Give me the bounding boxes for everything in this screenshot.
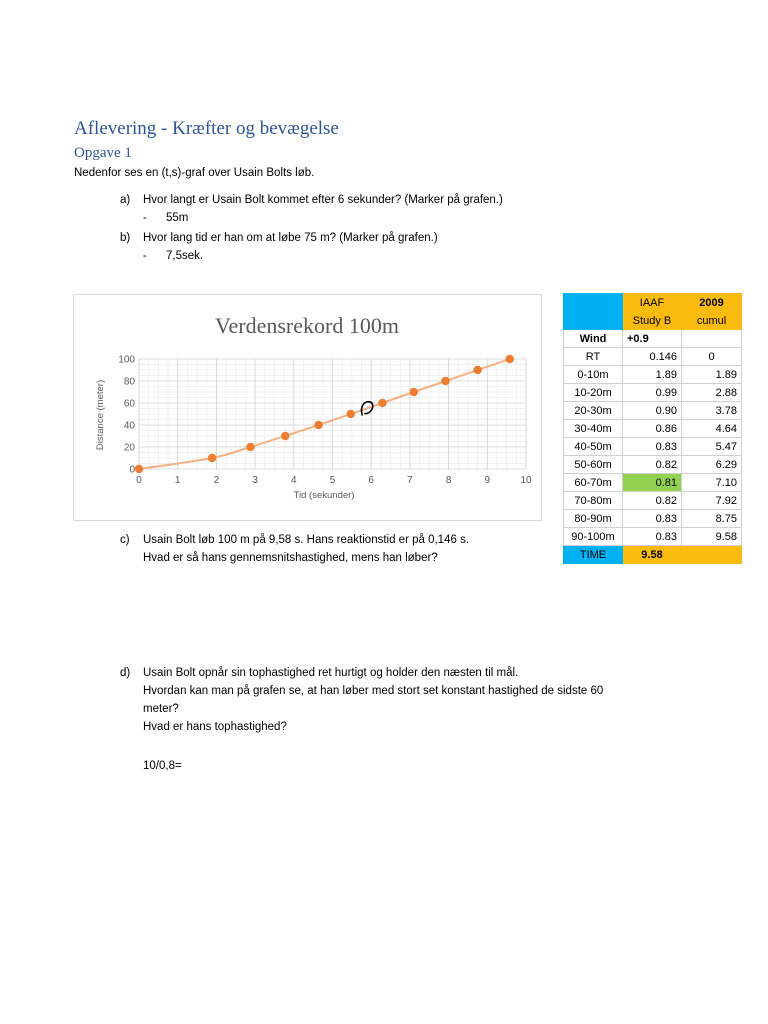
question-b-text: Hvor lang tid er han om at løbe 75 m? (Marker på grafen.) [143, 232, 438, 244]
answer-d: 10/0,8= [143, 760, 182, 772]
data-point [473, 366, 481, 374]
x-tick-label: 10 [520, 475, 532, 486]
header-cell: cumul [682, 312, 742, 330]
y-tick-label: 80 [123, 376, 135, 388]
data-point [441, 377, 449, 385]
split-label: Wind [564, 330, 623, 348]
question-d-line-3: meter? [143, 703, 179, 715]
split-label: 30-40m [564, 420, 623, 438]
section-heading: Opgave 1 [74, 145, 132, 161]
chart-title: Verdensrekord 100m [215, 313, 399, 338]
answer-b-dash: - [143, 250, 147, 262]
question-b-label: b) [120, 232, 131, 244]
data-point [410, 388, 418, 396]
total-empty [682, 546, 742, 564]
total-value: 9.58 [623, 546, 682, 564]
answer-a-dash: - [143, 212, 147, 224]
y-tick-label: 100 [118, 354, 135, 366]
split-label: 40-50m [564, 438, 623, 456]
data-point [281, 432, 289, 440]
header-cell [564, 294, 623, 312]
table-header-row [564, 312, 742, 330]
table-row [564, 456, 742, 474]
table-row [564, 510, 742, 528]
split-value: 4.64 [682, 420, 742, 438]
table-row [564, 384, 742, 402]
y-tick-label: 60 [123, 398, 135, 410]
split-value: 1.89 [682, 366, 742, 384]
question-c-line-1: Usain Bolt løb 100 m på 9,58 s. Hans reaktionstid er på 0,146 s. [143, 534, 470, 546]
table-header-row [564, 294, 742, 312]
question-c-label: c) [120, 534, 130, 546]
answer-b: 7,5sek. [166, 250, 204, 262]
split-value: 5.47 [682, 438, 742, 456]
table-row [564, 348, 742, 366]
split-value: 8.75 [682, 510, 742, 528]
split-value: 2.88 [682, 384, 742, 402]
split-value: 0.83 [623, 528, 682, 546]
table-row [564, 402, 742, 420]
split-value: 3.78 [682, 402, 742, 420]
split-value: 0.90 [623, 402, 682, 420]
table-total-row [564, 546, 742, 564]
split-value: +0.9 [623, 330, 682, 348]
splits-table [563, 293, 742, 564]
split-label: 20-30m [564, 402, 623, 420]
data-point [246, 443, 254, 451]
split-value: 0.82 [623, 456, 682, 474]
question-a-text: Hvor langt er Usain Bolt kommet efter 6 sekunder? (Marker på grafen.) [143, 194, 503, 206]
split-value: 0.146 [623, 348, 682, 366]
x-tick-label: 0 [136, 475, 142, 486]
split-value: 0.82 [623, 492, 682, 510]
x-axis-label: Tid (sekunder) [293, 490, 355, 501]
question-d-line-1: Usain Bolt opnår sin tophastighed ret hurtigt og holder den næsten til mål. [143, 667, 519, 679]
answer-a: 55m [166, 212, 189, 224]
table-row [564, 474, 742, 492]
header-cell [564, 312, 623, 330]
header-cell: 2009 [682, 294, 742, 312]
split-value: 0.83 [623, 510, 682, 528]
split-value: 7.92 [682, 492, 742, 510]
x-tick-label: 2 [213, 475, 220, 486]
y-axis-label: Distance (meter) [95, 379, 106, 451]
table-row [564, 438, 742, 456]
data-point [506, 355, 514, 363]
question-a-label: a) [120, 194, 131, 206]
data-point [314, 421, 322, 429]
x-tick-label: 1 [174, 475, 181, 486]
split-value: 9.58 [682, 528, 742, 546]
table-row [564, 492, 742, 510]
question-d-line-4: Hvad er hans tophastighed? [143, 721, 287, 733]
x-tick-label: 9 [484, 475, 491, 486]
table-row [564, 420, 742, 438]
data-point [208, 454, 216, 462]
x-tick-label: 6 [368, 475, 374, 486]
split-value: 7.10 [682, 474, 742, 492]
header-cell: Study B [623, 312, 682, 330]
split-label: 90-100m [564, 528, 623, 546]
split-value: 0.83 [623, 438, 682, 456]
split-label: 60-70m [564, 474, 623, 492]
split-value: 6.29 [682, 456, 742, 474]
table-row [564, 330, 742, 348]
split-value: 0.99 [623, 384, 682, 402]
x-tick-label: 7 [407, 475, 413, 486]
split-label: 80-90m [564, 510, 623, 528]
split-label: 50-60m [564, 456, 623, 474]
distance-time-chart [73, 294, 542, 521]
split-value: 0.81 [623, 474, 682, 492]
split-label: 0-10m [564, 366, 623, 384]
split-value: 0 [682, 348, 742, 366]
question-d-line-2: Hvordan kan man på grafen se, at han løber med stort set konstant hastighed de sidste 60 [143, 685, 604, 697]
x-tick-label: 4 [291, 475, 297, 486]
split-value: 0.86 [623, 420, 682, 438]
question-c-line-2: Hvad er så hans gennemsnitshastighed, mens han løber? [143, 552, 438, 564]
data-point [378, 399, 386, 407]
x-tick-label: 5 [329, 475, 336, 486]
table-row [564, 366, 742, 384]
question-d-label: d) [120, 667, 131, 679]
split-value: 1.89 [623, 366, 682, 384]
split-label: 10-20m [564, 384, 623, 402]
split-value [682, 330, 742, 348]
x-tick-label: 3 [252, 475, 258, 486]
header-cell: IAAF [623, 294, 682, 312]
intro-text: Nedenfor ses en (t,s)-graf over Usain Bolts løb. [74, 167, 315, 179]
y-tick-label: 40 [123, 420, 135, 432]
data-point [346, 410, 354, 418]
split-label: RT [564, 348, 623, 366]
total-label: TIME [564, 546, 623, 564]
chart-svg [74, 295, 541, 520]
table-row [564, 528, 742, 546]
x-tick-label: 8 [445, 475, 452, 486]
document-title: Aflevering - Kræfter og bevægelse [74, 118, 339, 139]
y-tick-label: 20 [123, 442, 135, 454]
split-label: 70-80m [564, 492, 623, 510]
data-point [135, 465, 143, 473]
y-tick-label: 0 [129, 464, 135, 476]
